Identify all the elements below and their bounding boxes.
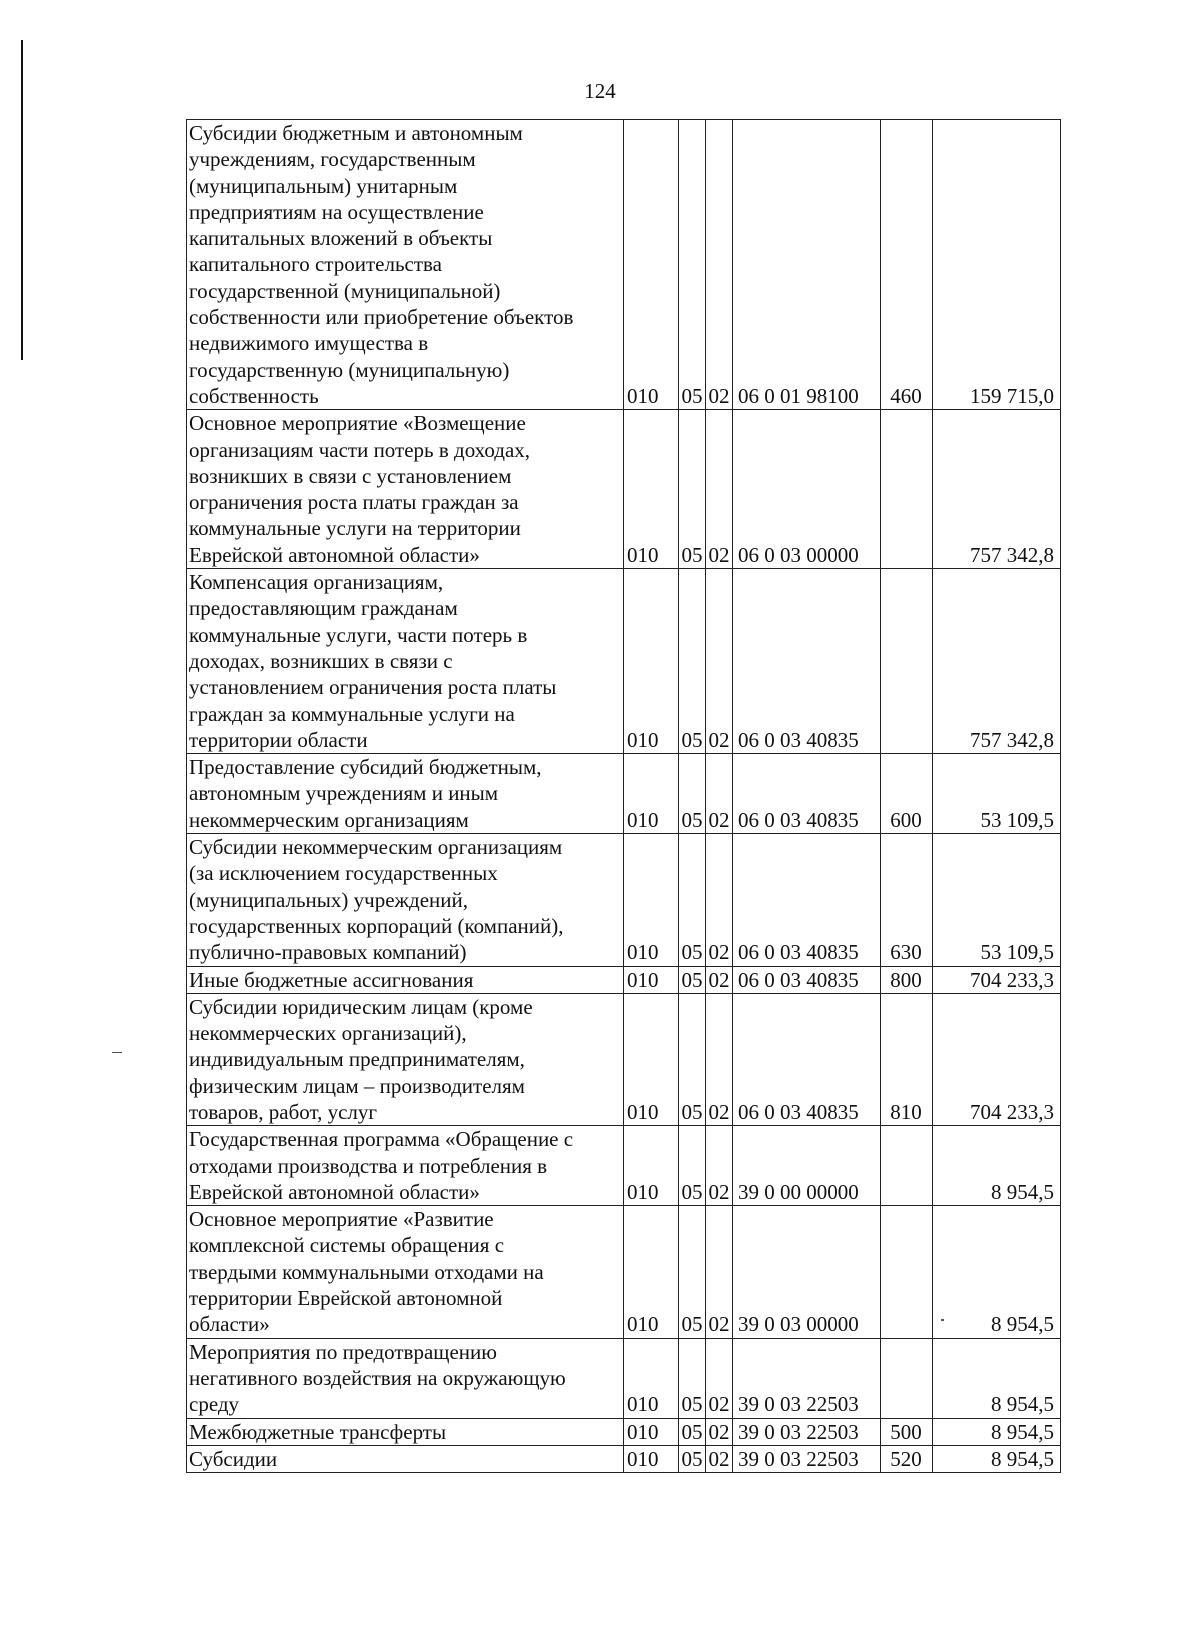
target-article-cell: 06 0 03 40835 (733, 569, 881, 754)
item-name-line: автономным учреждениям и иным (189, 781, 499, 806)
section-code-cell: 05 (679, 1206, 706, 1338)
item-name-line: Государственная программа «Обращение с (189, 1127, 574, 1152)
item-name-line: граждан за коммунальные услуги на (189, 701, 515, 726)
section-code-cell: 05 (679, 410, 706, 569)
amount-cell: 704 233,3 (933, 993, 1061, 1125)
amount-cell: 8 954,5 (933, 1445, 1061, 1472)
item-name-line: коммунальные услуги на территории (189, 516, 521, 541)
subsection-code-cell: 02 (706, 754, 733, 834)
expense-type-cell (881, 569, 933, 754)
expense-type-cell (881, 410, 933, 569)
target-article-cell: 06 0 01 98100 (733, 120, 881, 410)
grbs-code-cell: 010 (624, 410, 679, 569)
table-row (187, 754, 1061, 834)
item-name-line: Основное мероприятие «Развитие (189, 1207, 494, 1232)
item-name-line: территории области (189, 727, 368, 752)
expense-type-cell (881, 1338, 933, 1418)
amount-cell: 8 954,5 (933, 1126, 1061, 1206)
grbs-code-cell: 010 (624, 834, 679, 966)
amount-cell: 53 109,5 (933, 754, 1061, 834)
target-article-cell: 39 0 00 00000 (733, 1126, 881, 1206)
item-name-line: предприятиям на осуществление (189, 199, 484, 224)
section-code-cell: 05 (679, 1338, 706, 1418)
amount-cell: 757 342,8 (933, 569, 1061, 754)
item-name-line: негативного воздействия на окружающую (189, 1365, 566, 1390)
table-row (187, 1206, 1061, 1338)
item-name-cell (187, 1126, 624, 1206)
amount-cell: 704 233,3 (933, 966, 1061, 993)
item-name-line: учреждениям, государственным (189, 147, 476, 172)
target-article-cell: 39 0 03 22503 (733, 1418, 881, 1445)
item-name-line: Еврейской автономной области» (189, 1179, 480, 1204)
amount-cell: 159 715,0 (933, 120, 1061, 410)
table-row (187, 410, 1061, 569)
target-article-cell: 39 0 03 00000 (733, 1206, 881, 1338)
item-name-line: области» (189, 1312, 270, 1337)
section-code-cell: 05 (679, 120, 706, 410)
item-name-cell (187, 569, 624, 754)
grbs-code-cell: 010 (624, 1206, 679, 1338)
section-code-cell: 05 (679, 1418, 706, 1445)
grbs-code-cell: 010 (624, 754, 679, 834)
item-name-line: территории Еврейской автономной (189, 1286, 503, 1311)
item-name-line: ограничения роста платы граждан за (189, 490, 519, 515)
section-code-cell: 05 (679, 1445, 706, 1472)
expense-type-cell: 630 (881, 834, 933, 966)
item-name-line: Компенсация организациям, (189, 570, 444, 595)
table-row (187, 1418, 1061, 1445)
target-article-cell: 39 0 03 22503 (733, 1338, 881, 1418)
target-article-cell: 06 0 03 00000 (733, 410, 881, 569)
scan-speck (112, 1052, 122, 1053)
item-name-line: предоставляющим гражданам (189, 596, 458, 621)
expense-type-cell: 500 (881, 1418, 933, 1445)
table-row (187, 993, 1061, 1125)
grbs-code-cell: 010 (624, 1445, 679, 1472)
subsection-code-cell: 02 (706, 1338, 733, 1418)
item-name-cell (187, 120, 624, 410)
expense-type-cell (881, 1206, 933, 1338)
item-name-line: Межбюджетные трансферты (189, 1419, 447, 1444)
expense-type-cell: 520 (881, 1445, 933, 1472)
table-row (187, 1126, 1061, 1206)
expense-type-cell: 810 (881, 993, 933, 1125)
subsection-code-cell: 02 (706, 1206, 733, 1338)
item-name-cell (187, 1206, 624, 1338)
item-name-line: (за исключением государственных (189, 861, 498, 886)
expense-type-cell (881, 1126, 933, 1206)
item-name-line: собственность (189, 383, 319, 408)
subsection-code-cell: 02 (706, 410, 733, 569)
item-name-line: некоммерческим организациям (189, 807, 469, 832)
item-name-line: Мероприятия по предотвращению (189, 1339, 497, 1364)
item-name-line: твердыми коммунальными отходами на (189, 1259, 544, 1284)
item-name-line: публично-правовых компаний) (189, 940, 467, 965)
grbs-code-cell: 010 (624, 1338, 679, 1418)
section-code-cell: 05 (679, 754, 706, 834)
table-row (187, 120, 1061, 410)
item-name-cell (187, 966, 624, 993)
section-code-cell: 05 (679, 569, 706, 754)
subsection-code-cell: 02 (706, 834, 733, 966)
subsection-code-cell: 02 (706, 120, 733, 410)
amount-cell: 53 109,5 (933, 834, 1061, 966)
item-name-line: Еврейской автономной области» (189, 542, 480, 567)
item-name-cell (187, 1418, 624, 1445)
item-name-line: недвижимого имущества в (189, 331, 429, 356)
grbs-code-cell: 010 (624, 993, 679, 1125)
item-name-line: капитального строительства (189, 252, 442, 277)
item-name-line: государственных корпораций (компаний), (189, 913, 564, 938)
grbs-code-cell: 010 (624, 120, 679, 410)
target-article-cell: 06 0 03 40835 (733, 754, 881, 834)
item-name-line: Субсидии некоммерческим организациям (189, 835, 563, 860)
section-code-cell: 05 (679, 966, 706, 993)
target-article-cell: 06 0 03 40835 (733, 966, 881, 993)
target-article-cell: 06 0 03 40835 (733, 834, 881, 966)
grbs-code-cell: 010 (624, 1418, 679, 1445)
amount-cell: 8 954,5 (933, 1418, 1061, 1445)
expense-type-cell: 800 (881, 966, 933, 993)
item-name-line: капитальных вложений в объекты (189, 226, 493, 251)
amount-cell: 8 954,5 (933, 1338, 1061, 1418)
item-name-cell (187, 993, 624, 1125)
table-row (187, 1445, 1061, 1472)
item-name-line: государственной (муниципальной) (189, 278, 501, 303)
item-name-line: (муниципальным) унитарным (189, 173, 458, 198)
item-name-line: отходами производства и потребления в (189, 1153, 548, 1178)
table-row (187, 966, 1061, 993)
item-name-line: государственную (муниципальную) (189, 357, 510, 382)
item-name-line: комплексной системы обращения с (189, 1233, 505, 1258)
target-article-cell: 06 0 03 40835 (733, 993, 881, 1125)
item-name-line: Субсидии юридическим лицам (кроме (189, 994, 533, 1019)
amount-cell: 8 954,5 (933, 1206, 1061, 1338)
item-name-line: физическим лицам – производителям (189, 1073, 525, 1098)
grbs-code-cell: 010 (624, 966, 679, 993)
table-body (187, 120, 1061, 1473)
item-name-line: индивидуальным предпринимателям, (189, 1047, 525, 1072)
expense-type-cell: 460 (881, 120, 933, 410)
item-name-line: товаров, работ, услуг (189, 1099, 378, 1124)
subsection-code-cell: 02 (706, 966, 733, 993)
subsection-code-cell: 02 (706, 1418, 733, 1445)
item-name-cell (187, 410, 624, 569)
item-name-line: собственности или приобретение объектов (189, 305, 574, 330)
grbs-code-cell: 010 (624, 569, 679, 754)
table-row (187, 569, 1061, 754)
section-code-cell: 05 (679, 834, 706, 966)
item-name-line: коммунальные услуги, части потерь в (189, 622, 528, 647)
section-code-cell: 05 (679, 1126, 706, 1206)
budget-table (186, 119, 1061, 1473)
item-name-line: организациям части потерь в доходах, (189, 437, 531, 462)
amount-cell: 757 342,8 (933, 410, 1061, 569)
item-name-line: Субсидии бюджетным и автономным (189, 121, 523, 145)
expense-type-cell: 600 (881, 754, 933, 834)
item-name-line: некоммерческих организаций), (189, 1021, 467, 1046)
item-name-cell (187, 1338, 624, 1418)
section-code-cell: 05 (679, 993, 706, 1125)
item-name-line: возникших в связи с установлением (189, 463, 512, 488)
table-row (187, 834, 1061, 966)
subsection-code-cell: 02 (706, 1445, 733, 1472)
target-article-cell: 39 0 03 22503 (733, 1445, 881, 1472)
grbs-code-cell: 010 (624, 1126, 679, 1206)
item-name-cell (187, 1445, 624, 1472)
item-name-cell (187, 754, 624, 834)
item-name-line: установлением ограничения роста платы (189, 675, 557, 700)
subsection-code-cell: 02 (706, 993, 733, 1125)
subsection-code-cell: 02 (706, 1126, 733, 1206)
item-name-line: доходах, возникших в связи с (189, 648, 453, 673)
table-row (187, 1338, 1061, 1418)
item-name-line: Основное мероприятие «Возмещение (189, 411, 526, 436)
subsection-code-cell: 02 (706, 569, 733, 754)
page-number: 124 (584, 79, 616, 103)
item-name-line: Субсидии (189, 1446, 278, 1471)
item-name-line: (муниципальных) учреждений, (189, 887, 468, 912)
item-name-line: среду (189, 1392, 240, 1417)
item-name-line: Предоставление субсидий бюджетным, (189, 755, 542, 780)
item-name-line: Иные бюджетные ассигнования (189, 967, 474, 992)
item-name-cell (187, 834, 624, 966)
